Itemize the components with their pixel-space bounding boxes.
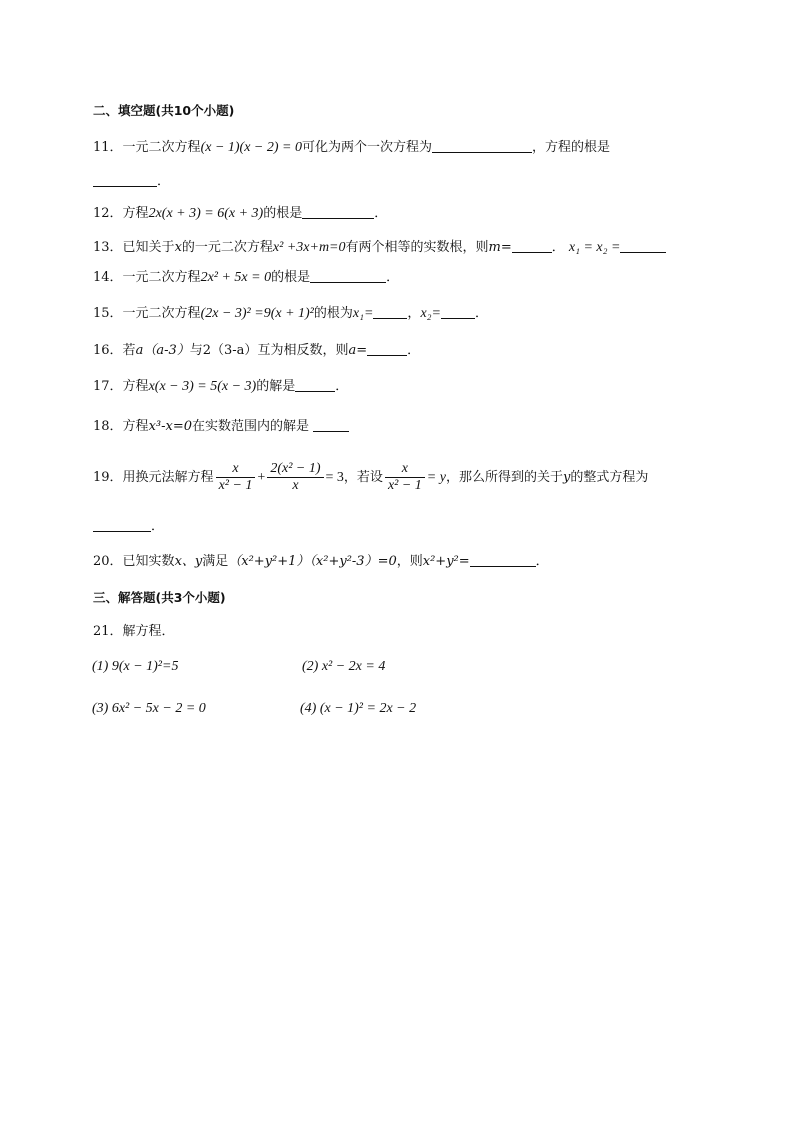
answer-blank[interactable] [367,341,407,356]
section-title-fill-in: 二、填空题(共10个小题) [93,103,235,118]
fraction: $\frac{x}{\text{x² − 1}}$ [385,461,425,494]
fraction: $\frac{x}{\text{x² − 1}}$ [216,461,256,494]
answer-blank[interactable] [295,377,335,392]
question-13: 13．已知关于x的一元二次方程x² +3x+m=0有两个相等的实数根，则m= ． x₁ = x₂ = [93,238,704,258]
equation: x(x − 3) = 5(x − 3) [148,379,257,394]
answer-blank[interactable] [313,417,349,432]
question-17: 17．方程x(x − 3) = 5(x − 3)的解是 ． [93,379,349,394]
answer-blank[interactable] [93,517,151,532]
question-14: 14．一元二次方程2x² + 5x = 0的根是 ． [93,270,400,285]
sub-question-3: (3) 6x² − 5x − 2 = 0 [92,701,206,716]
question-21: 21．解方程． [93,624,175,639]
fraction: $\frac{\text{2(x² − 1)}}{x}$ [267,461,323,494]
equation: x² +3x+m=0 [272,240,346,255]
answer-blank[interactable] [441,304,475,319]
answer-blank[interactable] [470,552,536,567]
sub-question-2: (2) x² − 2x = 4 [302,659,386,674]
equation: 2x(x + 3) = 6(x + 3) [148,206,264,221]
roots-equation: x₁ = x₂ = [568,240,621,255]
equation: x³-x=0 [148,419,192,434]
answer-blank[interactable] [620,238,666,253]
question-15: 15．一元二次方程(2x − 3)² =9(x + 1)²的根为x₁= ，x₂= ． [93,306,488,321]
section-title-solve: 三、解答题(共3个小题) [93,590,226,605]
equation: 2x² + 5x = 0 [200,270,272,285]
question-19: 19．用换元法解方程 $\frac{x}{\text{x² − 1}}$ + $\frac{\text{2(x² − 1)}}{x}$ = 3，若设 $\frac{x}{\text{x² − 1}}$ = y，那么所得到的关于y的整式方程为 [93,461,649,493]
question-11-continued: ． [93,172,704,192]
answer-blank[interactable] [432,138,532,153]
sub-question-4: (4) (x − 1)² = 2x − 2 [300,701,417,716]
question-19-continued: ． [93,517,704,537]
answer-blank[interactable] [302,204,374,219]
question-16: 16．若a（a-3）与2（3-a）互为相反数，则a= ． [93,343,421,358]
answer-blank[interactable] [310,268,386,283]
question-18: 18．方程x³-x=0在实数范围内的解是 [93,417,704,437]
sub-question-1: (1) 9(x − 1)²=5 [92,659,179,674]
answer-blank[interactable] [512,238,552,253]
answer-blank[interactable] [93,172,157,187]
question-11: 11．一元二次方程(x − 1)(x − 2) = 0可化为两个一次方程为 ，方程的根是 [93,140,611,155]
question-12: 12．方程2x(x + 3) = 6(x + 3)的根是 ． [93,206,388,221]
equation: （x²+y²+1）（x²+y²-3）=0 [228,554,397,569]
equation: (x − 1)(x − 2) = 0 [200,140,302,155]
equation: (2x − 3)² =9(x + 1)² [200,306,314,321]
answer-blank[interactable] [373,304,407,319]
question-20: 20．已知实数x、y满足（x²+y²+1）（x²+y²-3）=0，则x²+y²= ． [93,554,549,569]
